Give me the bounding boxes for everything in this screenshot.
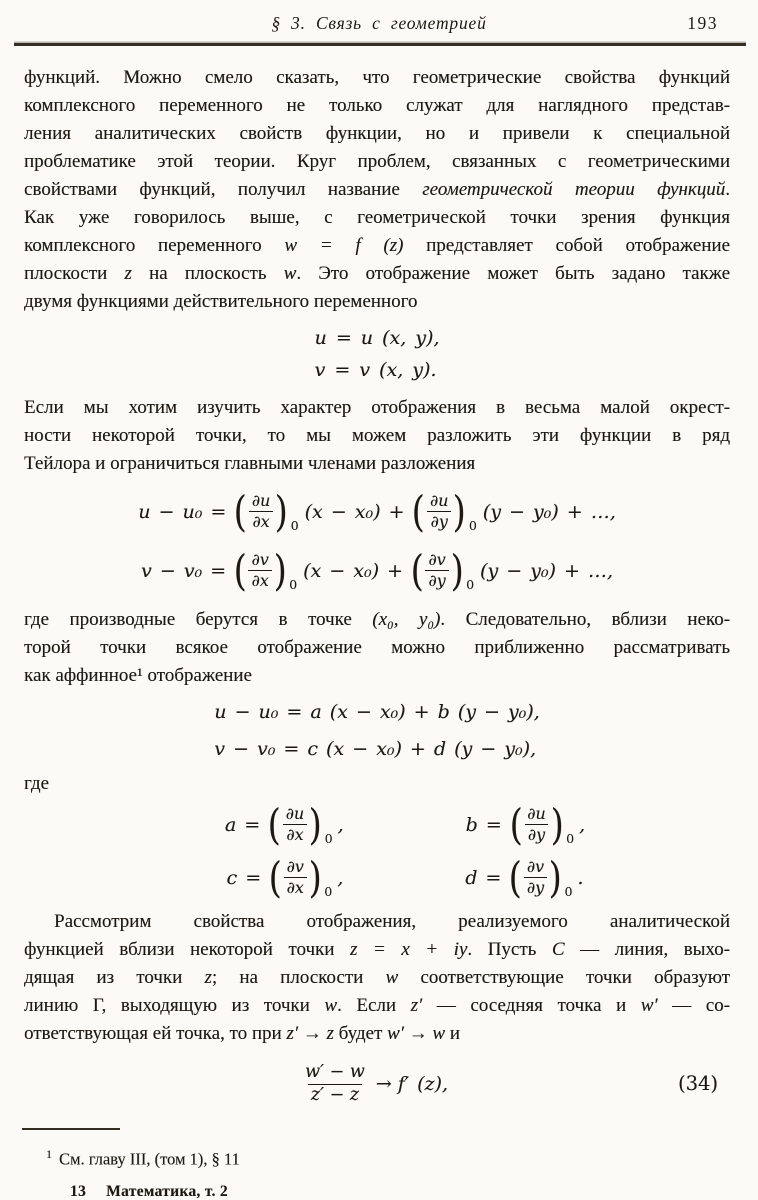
coefficient-a [221,799,344,849]
page-content [0,64,758,1200]
text-line [24,148,730,176]
inline-math: z′ → z [286,1023,334,1044]
text-run: торой точки всякое отображение можно приближенно рассматривать [24,637,730,658]
math-punctuation: , [579,813,586,836]
text-line [24,64,730,92]
page-number: 193 [687,13,718,33]
text-run: функцией вблизи некоторой точки [24,939,350,960]
fraction-numerator: ∂u [429,491,449,511]
fraction-dv-dx [267,852,333,902]
text-run: комплексного переменного [24,235,285,256]
text-run: как аффинное¹ отображение [24,665,252,686]
text-run: . Пусть [467,939,552,960]
fraction [249,492,274,531]
body-text [24,64,730,1200]
text-run: на плоскость [131,263,284,284]
equation-34 [24,1056,730,1112]
fraction [248,551,271,590]
text-run: . Следовательно, вблизи неко- [440,609,730,630]
text-run: линию Γ, выходящую из точки [24,995,325,1016]
text-line [24,908,730,936]
inline-math: w [324,995,338,1016]
subscript-zero: 0 [290,517,299,533]
fraction-denominator: ∂x [248,570,271,590]
text-run: комплексного переменного не только служат для наглядного представ- [24,95,730,116]
text-line [24,662,730,690]
fraction-numerator: w′ − w [305,1061,365,1082]
subscript-zero: 0 [468,517,477,533]
text-run: двумя функциями действительного переменного [24,291,418,312]
fraction [524,858,547,897]
fraction [427,492,452,531]
subscript-zero: 0 [324,883,333,899]
fraction-du-dx [266,799,333,849]
footnote-marker: 1 [46,1147,52,1161]
equation-coefficients [50,798,756,904]
left-paren-icon: ( [410,545,424,595]
fraction-numerator: ∂u [285,804,305,824]
text-run: Как уже говорилось выше, с геометрической точки зрения функция [24,207,730,228]
text-line [24,176,730,204]
text-run: представляет собой отображение [403,235,730,256]
left-paren-icon: ( [267,799,281,849]
text-run: проблематике этой теории. Круг проблем, связанных с геометрическими [24,151,730,172]
math-punctuation: . [577,866,584,889]
text-line [24,634,730,662]
fraction-du-dy [410,486,477,536]
coefficients-row-cd [50,851,756,904]
text-run: Рассмотрим свойства отображения, реализуемого аналитической [54,911,730,932]
text-run: — линия, выхо- [564,939,730,960]
text-line [24,450,730,478]
left-paren-icon: ( [508,852,523,902]
text-run: будет [333,1023,388,1044]
math-punctuation: , [337,813,344,836]
subscript-zero: 0 [289,576,298,592]
footnote [46,1142,730,1172]
subscript-zero: 0 [564,883,573,899]
text-run: Если мы хотим изучить характер отображения в весьма малой окрест- [24,397,730,418]
coefficient-d [461,852,584,902]
arrow-icon: → [375,1073,392,1095]
math-lhs: u − u₀ = [138,500,227,523]
fraction-denominator: ∂y [525,824,548,844]
equation-taylor [24,482,730,600]
text-line [24,394,730,422]
right-paren-icon: ) [450,545,464,595]
signature-number: 13 [70,1182,87,1200]
right-paren-icon: ) [308,799,322,849]
text-line [24,606,730,634]
fraction-denominator: ∂x [283,824,306,844]
text-run: ответствующая ей точка, то при [24,1023,287,1044]
text-run: соответствующие точки образуют [398,967,730,988]
right-paren-icon: ) [548,852,562,902]
left-paren-icon: ( [233,486,248,536]
math-tail: (y − y₀) + …, [482,500,616,523]
math-lhs: d = [465,866,502,889]
math-mid: (x − x₀) + [304,500,405,523]
inline-math: z [124,263,132,284]
text-run: . Это отображение может быть задано также [296,263,731,284]
right-paren-icon: ) [453,486,467,536]
math-lhs: v − v₀ = [141,559,227,582]
equation-v: v = v (x, y). [314,359,437,381]
equation-uv [24,322,730,386]
footnote-text: См. главу III, (том 1), § 11 [59,1149,240,1169]
math-lhs: b = [465,813,502,836]
text-line [24,260,730,288]
right-paren-icon: ) [308,852,322,902]
left-paren-icon: ( [412,486,426,536]
text-line [24,936,730,964]
right-paren-icon: ) [273,545,287,595]
text-line [24,422,730,450]
text-run: — со- [657,995,730,1016]
fraction-du-dy [508,799,575,849]
text-run: ; на плоскости [211,967,386,988]
inline-math: w = f (z) [284,235,404,256]
fraction-numerator: ∂v [251,550,269,570]
fraction-numerator: ∂v [526,857,545,877]
math-mid: (x − x₀) + [303,559,403,582]
inline-math: z [204,967,212,988]
equation-taylor-u [24,482,730,541]
equation-stack [214,694,539,768]
header-rule [14,43,746,46]
fraction-dv-dx [232,545,298,595]
subscript-zero: 0 [466,576,475,592]
text-line [24,92,730,120]
right-paren-icon: ) [550,799,564,849]
inline-math: (x₀, y₀) [372,609,441,630]
fraction-denominator: ∂y [427,511,450,531]
paragraph-4 [24,908,730,1048]
coefficient-b [462,799,586,849]
text-run: . Если [337,995,411,1016]
fraction-numerator: ∂u [251,491,271,511]
text-run: свойствами функций, получил название [24,179,423,200]
text-line [24,992,730,1020]
subscript-zero: 0 [566,830,575,846]
fraction-denominator: ∂x [249,511,272,531]
left-paren-icon: ( [509,799,523,849]
subscript-zero: 0 [324,830,333,846]
inline-math: z = x + iy [349,939,468,960]
inline-math: w′ [640,995,658,1016]
fraction-denominator: ∂y [524,877,547,897]
inline-math: w′ → w [387,1023,446,1044]
left-paren-icon: ( [233,545,247,595]
printers-signature [70,1178,730,1200]
right-paren-icon: ) [274,486,289,536]
text-run: ности некоторой точки, то мы можем разложить эти функции в ряд [24,425,730,446]
fraction [283,805,308,844]
inline-math: геометрической теории функций [422,179,726,200]
text-run: дящая из точки [24,967,205,988]
equation-u: u = u (x, y), [314,327,440,349]
word-gde: где [24,773,49,794]
text-run: . [725,179,730,200]
text-line [24,288,730,316]
text-run: — соседняя точка и [422,995,641,1016]
text-line [24,964,730,992]
math-tail: (y − y₀) + …, [480,559,613,582]
text-run: и [445,1023,460,1044]
fraction [284,858,307,897]
equation-taylor-v [24,541,730,600]
text-run: где производные берутся в точке [24,609,373,630]
text-run: Тейлора и ограничиться главными членами разложения [24,453,476,474]
math-rhs: f′ (z), [397,1073,448,1095]
text-run: плоскости [24,263,125,284]
paragraph-3 [24,606,730,690]
inline-math: w [385,967,399,988]
inline-math: w [283,263,297,284]
signature-text: Математика, т. 2 [106,1182,228,1200]
running-head-title: § 3. Связь с геометрией [271,13,487,33]
paragraph-1 [24,64,730,316]
equation-affine-v: v − v₀ = c (x − x₀) + d (y − y₀), [214,738,537,760]
text-line [24,204,730,232]
fraction [524,805,549,844]
fraction-denominator: z′ − z [308,1084,362,1106]
page-header [0,0,758,37]
equation-number: (34) [677,1072,718,1095]
coefficient-c [223,852,344,902]
fraction-dv-dy [507,852,573,902]
text-line [24,232,730,260]
paragraph-2 [24,394,730,478]
left-paren-icon: ( [268,852,282,902]
math-lhs: a = [224,813,261,836]
inline-math: C [551,939,565,960]
coefficients-row-ab [50,798,756,851]
math-punctuation: , [337,866,344,889]
fraction-denominator: ∂y [425,570,448,590]
text-line [24,120,730,148]
fraction-numerator: ∂v [286,857,304,877]
footnote-rule [22,1128,120,1130]
equation-stack [315,322,440,386]
text-line [24,1020,730,1048]
fraction-limit [302,1063,368,1105]
equation-affine [24,694,730,768]
equation-affine-u: u − u₀ = a (x − x₀) + b (y − y₀), [214,701,540,723]
fraction-dv-dy [409,545,475,595]
fraction-du-dx [232,486,299,536]
math-lhs: c = [226,866,262,889]
fraction [425,551,448,590]
fraction-denominator: ∂x [284,877,307,897]
fraction-numerator: ∂v [428,550,446,570]
text-run: функций. Можно смело сказать, что геометрические свойства функций [24,67,730,88]
inline-math: z′ [410,995,423,1016]
fraction-numerator: ∂u [527,804,546,824]
text-run: ления аналитических свойств функции, но и привели к специальной [24,123,730,144]
